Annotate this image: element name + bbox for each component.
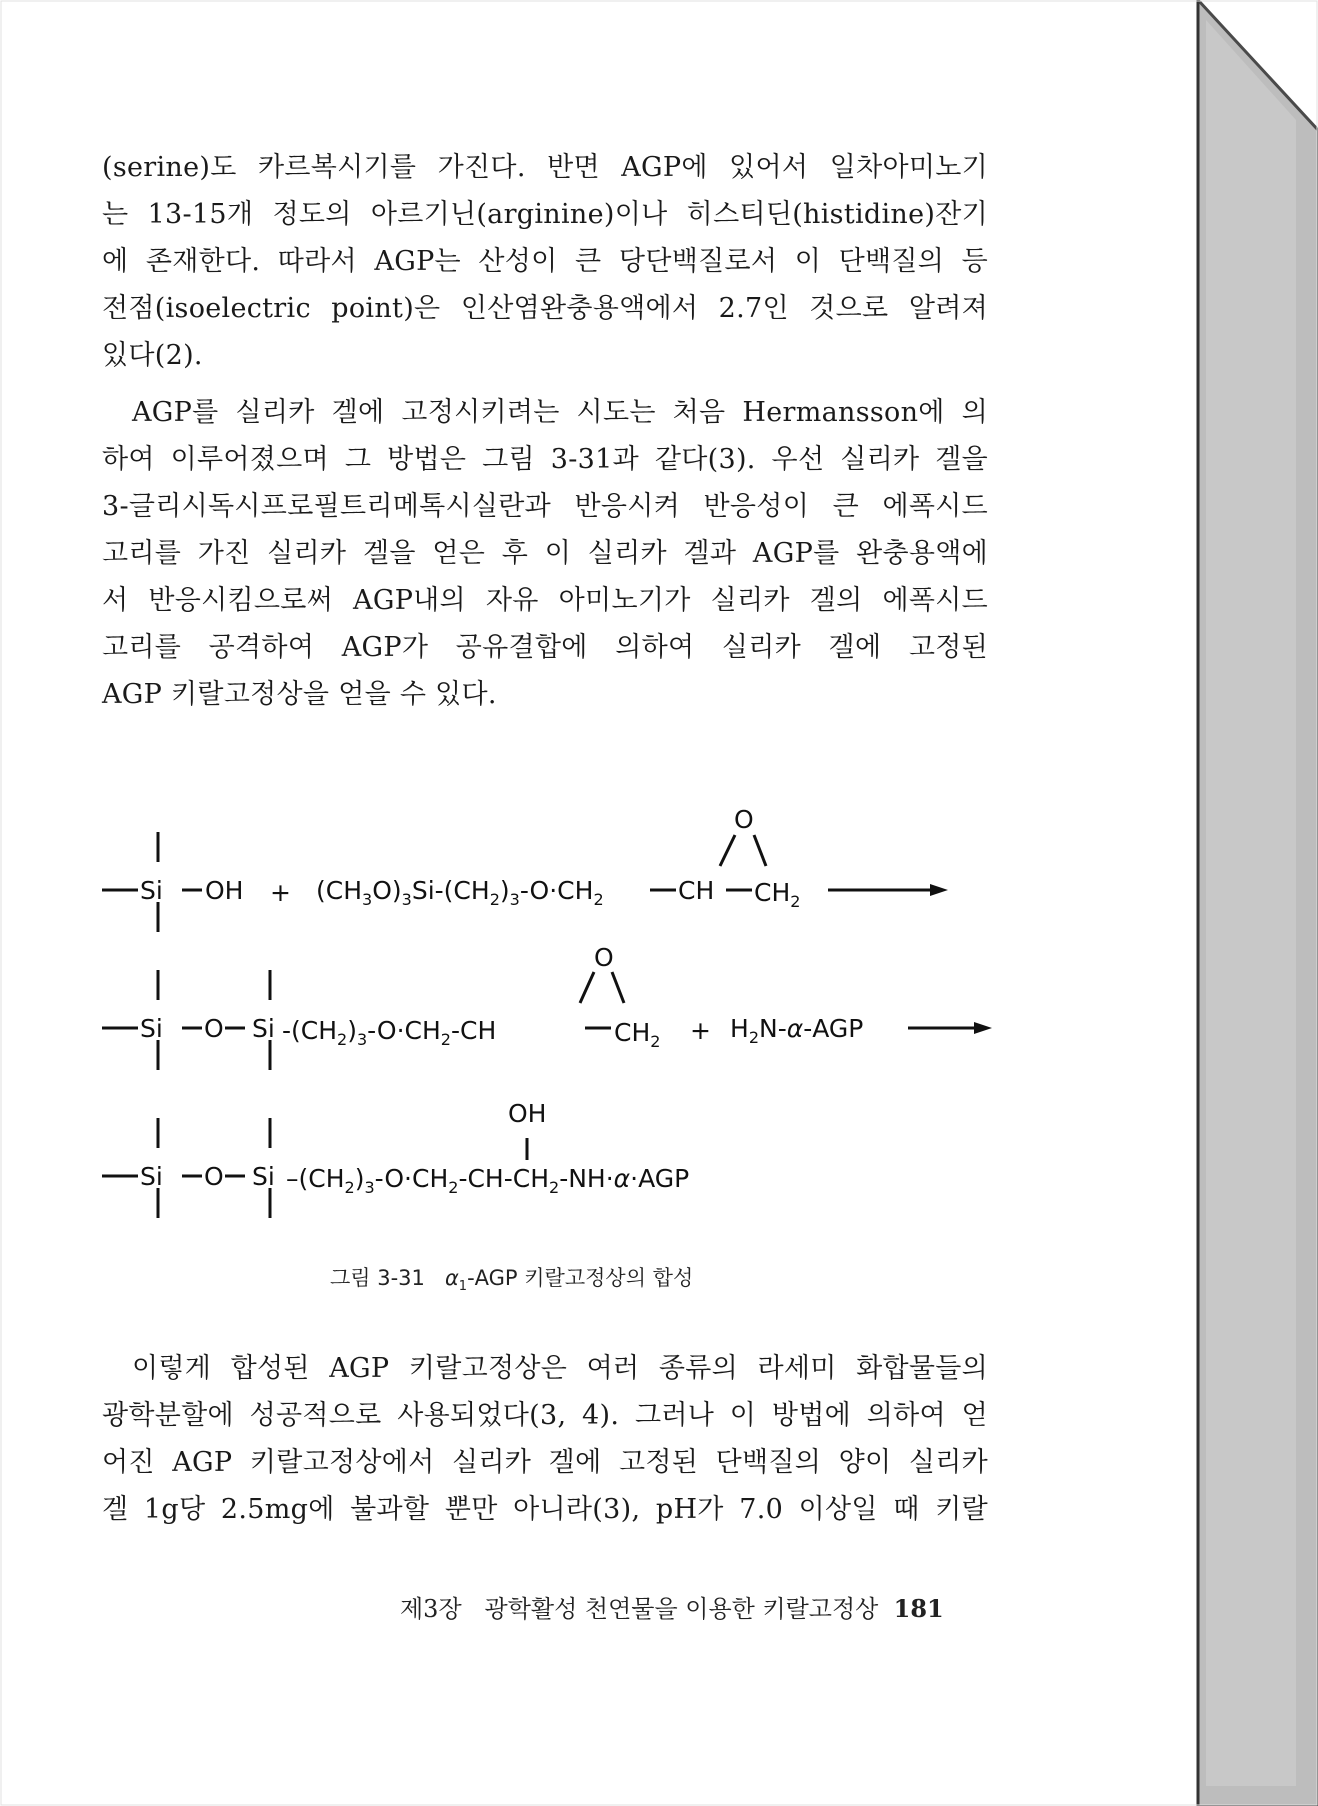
caption-alpha: α bbox=[444, 1266, 459, 1290]
caption-text: -AGP 키랄고정상의 합성 bbox=[467, 1266, 694, 1290]
paragraph-3 bbox=[102, 1345, 988, 1533]
chapter-title: 광학활성 천연물을 이용한 키랄고정상 bbox=[484, 1595, 879, 1623]
text-line: AGP를 실리카 겔에 고정시키려는 시도는 처음 Hermansson에 의 bbox=[132, 397, 988, 428]
si-label: Si bbox=[252, 1014, 275, 1043]
text-line: 고리를 공격하여 AGP가 공유결합에 의하여 실리카 겔에 고정된 bbox=[102, 632, 988, 663]
oxygen-label: O bbox=[204, 1014, 224, 1043]
caption-alpha-sub: 1 bbox=[458, 1279, 468, 1295]
text-line: 서 반응시킴으로써 AGP내의 자유 아미노기가 실리카 겔의 에폭시드 bbox=[102, 585, 988, 616]
plus-sign: + bbox=[270, 878, 291, 907]
ch2-label: $CH_2$ bbox=[754, 878, 801, 911]
oxygen-label: O bbox=[204, 1162, 224, 1191]
text-line: 이렇게 합성된 AGP 키랄고정상은 여러 종류의 라세미 화합물들의 bbox=[132, 1353, 988, 1384]
text-line: 어진 AGP 키랄고정상에서 실리카 겔에 고정된 단백질의 양이 실리카 bbox=[102, 1447, 988, 1478]
epoxide-oxygen: O bbox=[594, 943, 614, 972]
amine-agp-label: $H_2N-\alpha$-AGP bbox=[730, 1014, 864, 1047]
hydroxyl-label: OH bbox=[205, 876, 244, 905]
text-line: (serine)도 카르복시기를 가진다. 반면 AGP에 있어서 일차아미노기 bbox=[102, 152, 988, 183]
paragraph-2 bbox=[102, 389, 988, 718]
synthesis-scheme bbox=[90, 800, 1010, 1250]
reagent-formula: $(CH_3O)_3Si-(CH_2)_3-O\cdot CH_2$ bbox=[316, 876, 604, 909]
si-label: Si bbox=[252, 1162, 275, 1191]
text-line: 전점(isoelectric point)은 인산염완충용액에서 2.7인 것으로 알려져 bbox=[102, 293, 988, 324]
text-line: 는 13-15개 정도의 아르기닌(arginine)이나 히스티딘(histidine)잔기 bbox=[102, 199, 988, 230]
si-label: Si bbox=[140, 876, 163, 905]
text-line: 있다(2). bbox=[102, 340, 203, 371]
paragraph-1 bbox=[102, 144, 988, 379]
text-line: 겔 1g당 2.5mg에 불과할 뿐만 아니라(3), pH가 7.0 이상일 때 키랄 bbox=[102, 1494, 988, 1525]
text-line: 광학분할에 성공적으로 사용되었다(3, 4). 그러나 이 방법에 의하여 얻 bbox=[102, 1400, 988, 1431]
text-line: 고리를 가진 실리카 겔을 얻은 후 이 실리카 겔과 AGP를 완충용액에 bbox=[102, 538, 988, 569]
chapter-label: 제3장 bbox=[400, 1595, 462, 1623]
running-footer bbox=[400, 1589, 944, 1624]
epoxide-oxygen: O bbox=[734, 805, 754, 834]
si-label: Si bbox=[140, 1162, 163, 1191]
linker-chain: $-(CH_2)_3-O\cdot CH_2-CH$ bbox=[282, 1016, 497, 1049]
plus-sign: + bbox=[690, 1016, 711, 1045]
ch-label: CH bbox=[678, 876, 715, 905]
si-label: Si bbox=[140, 1014, 163, 1043]
figure-caption bbox=[330, 1262, 693, 1294]
ch2-label: $CH_2$ bbox=[614, 1018, 661, 1051]
text-line: AGP 키랄고정상을 얻을 수 있다. bbox=[102, 679, 497, 710]
hydroxyl-label: OH bbox=[508, 1099, 547, 1128]
product-chain: $-(CH_2)_3-O\cdot CH_2-CH-CH_2-NH\cdot\alpha\cdot AGP$ bbox=[286, 1164, 690, 1197]
text-line: 3-글리시독시프로필트리메톡시실란과 반응시켜 반응성이 큰 에폭시드 bbox=[102, 491, 988, 522]
text-line: 하여 이루어졌으며 그 방법은 그림 3-31과 같다(3). 우선 실리카 겔을 bbox=[102, 444, 988, 475]
figure-label: 그림 3-31 bbox=[330, 1266, 425, 1290]
page-number: 181 bbox=[893, 1594, 944, 1623]
text-line: 에 존재한다. 따라서 AGP는 산성이 큰 당단백질로서 이 단백질의 등 bbox=[102, 246, 988, 277]
